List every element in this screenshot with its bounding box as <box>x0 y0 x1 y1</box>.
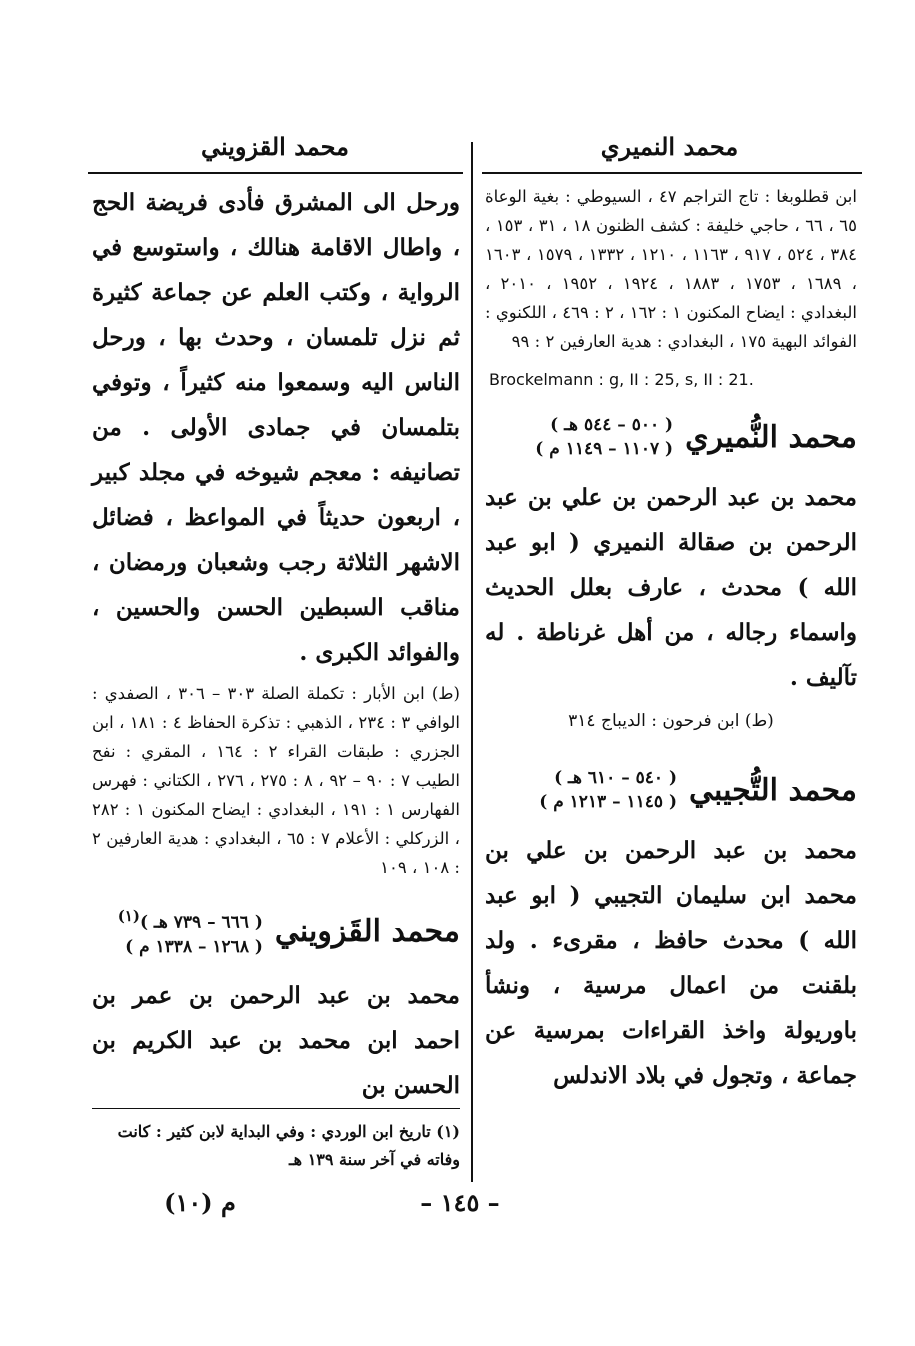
entry-heading-tujibi <box>485 766 857 814</box>
right-column <box>485 182 857 1098</box>
signature-mark: م (١٠) <box>164 1188 236 1217</box>
entry-dates <box>118 904 263 959</box>
footnote: (١) تاريخ ابن الوردي : وفي البداية لابن كثير : كانت وفاته في آخر سنة ١٣٩ هـ <box>117 1122 460 1169</box>
left-column <box>92 180 460 1108</box>
dates-hijri: ( ٥٤٠ – ٦١٠ هـ ) <box>554 768 678 788</box>
dates-gregorian: ( ١٢٦٨ – ١٣٣٨ م ) <box>125 936 263 957</box>
entry-heading-qazwini <box>92 904 460 959</box>
entry-name: محمد التُّجيبي <box>689 772 857 808</box>
dates-gregorian: ( ١١٠٧ – ١١٤٩ م ) <box>535 439 674 459</box>
right-column-header: محمد النميري <box>600 132 739 161</box>
column-divider <box>471 142 473 1182</box>
entry-dates <box>535 413 673 461</box>
entry-body: محمد بن عبد الرحمن بن عمر بن احمد ابن محمد بن عبد الكريم بن الحسن بن <box>92 981 460 1099</box>
entry-heading-numayri <box>485 413 857 461</box>
references-continued: ابن قطلوبغا : تاج التراجم ٤٧ ، السيوطي : بغية الوعاة ٦٥ ، ٦٦ ، حاجي خليفة : كشف الظنون ١٨ ، ٣١ ، ١٥٣ ، ٣٨٤ ، ٥٢٤ ، ٩١٧ ، ١١٦٣ ، ١٢١٠ ، ١٣٣٢ ، ١٥٧٩ ، ١٦٠٣ ، ١٦٨٩ ، ١٧٥٣ ، ١٨٨٣ ، ١٩٢٤ ، ١٩٥٢ ، ٢٠١٠ ، البغدادي : ايضاح المكنون ١ : ١٦٢ ، ٢ : ٤٦٩ ، اللكنوي : الفوائد البهية ١٧٥ ، البغدادي : هدية العارفين ٢ : ٩٩ <box>485 187 857 351</box>
entry-name: محمد النُّميري <box>685 419 857 455</box>
footnote-reference: (١) <box>117 907 140 925</box>
latin-reference: Brockelmann : g, II : 25, s, II : 21. <box>489 370 754 389</box>
entry-citation: (ط) ابن الأبار : تكملة الصلة ٣٠٣ – ٣٠٦ ، الصفدي : الوافي ٣ : ٢٣٤ ، الذهبي : تذكرة الحفاظ ٤ : ١٨١ ، ابن الجزري : طبقات القراء ٢ : ١٦٤ ، المقري : نفح الطيب ٧ : ٩٠ – ٩٢ ، ٨ : ٢٧٥ ، ٢٧٦ ، الكتاني : فهرس الفهارس ١ : ١٩١ ، البغدادي : ايضاح المكنون ١ : ٢٨٢ ، الزركلي : الأعلام ٧ : ٦٥ ، البغدادي : هدية العارفين ٢ : ١٠٨ ، ١٠٩ <box>92 684 460 877</box>
entry-citation: (ط) ابن فرحون : الديباج ٣١٤ <box>568 711 774 731</box>
footnote-rule <box>92 1108 460 1109</box>
dates-gregorian: ( ١١٤٥ – ١٢١٣ م ) <box>539 792 678 812</box>
entry-name: محمد القَزويني <box>274 913 460 949</box>
page-number: – ١٤٥ – <box>420 1188 500 1217</box>
left-column-header: محمد القزويني <box>200 132 350 161</box>
left-header-rule <box>88 172 463 174</box>
right-header-rule <box>482 172 862 174</box>
dates-hijri: ( ٥٠٠ – ٥٤٤ هـ ) <box>550 415 674 435</box>
entry-body: محمد بن عبد الرحمن بن علي بن محمد ابن سليمان التجيبي ( ابو عبد الله ) محدث حافظ ، مقرىء . ولد بلقنت من اعمال مرسية ، ونشأ باوريولة واخذ القراءات بمرسية عن جماعة ، وتجول في بلاد الاندلس <box>485 837 857 1089</box>
entry-dates <box>539 766 677 814</box>
entry-body: محمد بن عبد الرحمن بن علي بن عبد الرحمن بن صقالة النميري ( ابو عبد الله ) محدث ، عارف بعلل الحديث واسماء رجاله ، من أهل غرناطة . له تآليف . <box>485 484 857 691</box>
entry-body-continued: ورحل الى المشرق فأدى فريضة الحج ، واطال الاقامة هنالك ، واستوسع في الرواية ، وكتب العلم عن جماعة كثيرة ثم نزل تلمسان ، وحدث بها ، ورحل الناس اليه وسمعوا منه كثيراً ، وتوفي بتلمسان في جمادى الأولى . من تصانيفه : معجم شيوخه في مجلد كبير ، اربعون حديثاً في المواعظ ، فضائل الاشهر الثلاثة رجب وشعبان ورمضان ، مناقب السبطين الحسن والحسين ، والفوائد الكبرى . <box>92 189 460 666</box>
dates-hijri: ( ٦٦٦ – ٧٣٩ هـ )(١) <box>117 907 263 933</box>
